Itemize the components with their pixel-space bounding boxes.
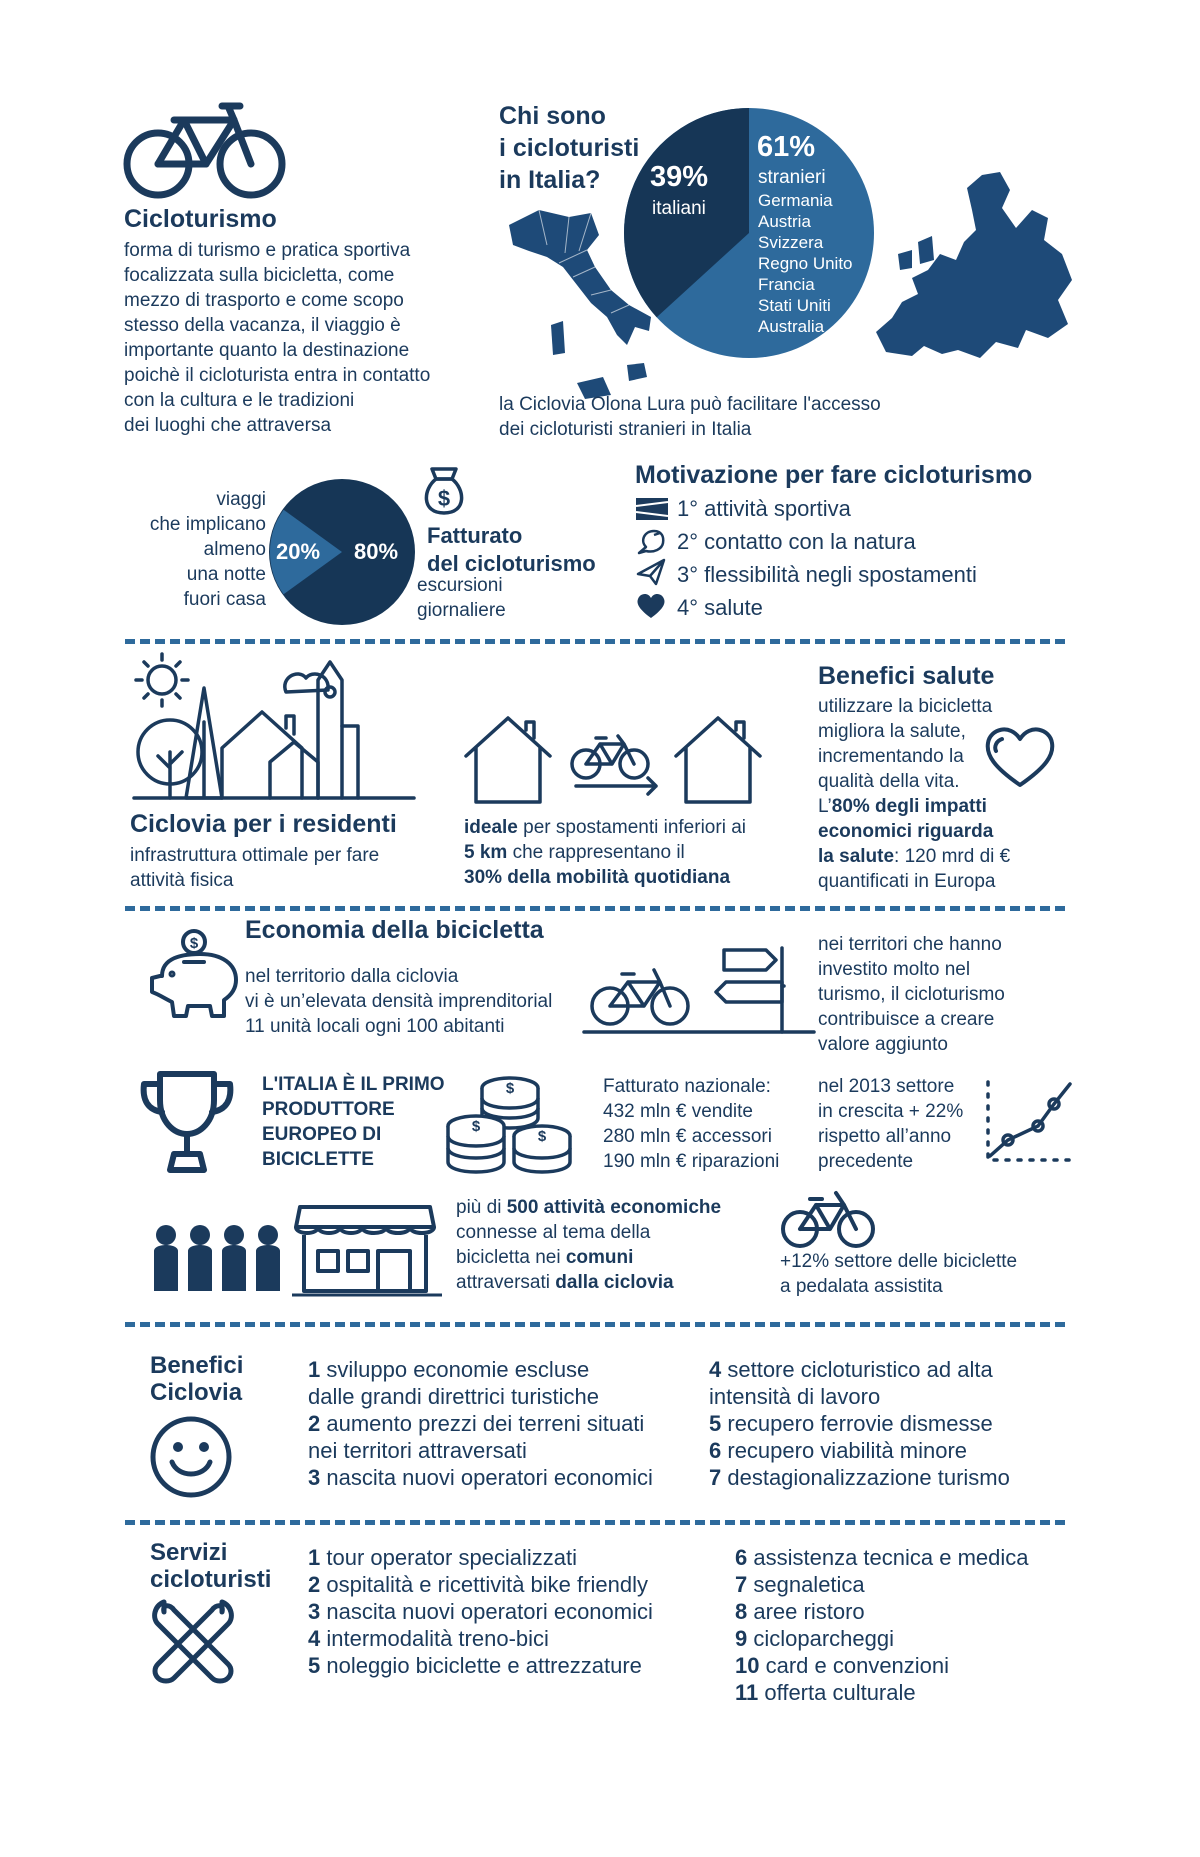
benefit-item-number: 3 — [308, 1465, 321, 1490]
intro-title: Cicloturismo — [124, 205, 277, 233]
services-title-line: cicloturisti — [150, 1566, 272, 1593]
revenue-pct-big: 80% — [354, 539, 399, 564]
benefit-item-text: sviluppo economie escluse — [320, 1357, 590, 1382]
economy-right-line: turismo, il cicloturismo — [818, 984, 1005, 1005]
paper-plane-icon — [636, 558, 666, 586]
producer-text — [262, 1072, 445, 1172]
economy-right-line: nei territori che hanno — [818, 934, 1002, 955]
national-revenue-line: Fatturato nazionale: — [603, 1076, 771, 1097]
motivation-item: 2° contatto con la natura — [677, 529, 916, 554]
health-b2-bold: economici riguarda — [818, 821, 994, 842]
services-left-list — [308, 1544, 653, 1679]
national-revenue-line: 190 mln € riparazioni — [603, 1151, 780, 1172]
activities-l2: connesse al tema della — [456, 1222, 651, 1243]
service-item-text: aree ristoro — [747, 1599, 865, 1624]
italians-label: italiani — [652, 198, 706, 219]
service-item — [308, 1625, 653, 1652]
benefit-item-text: recupero viabilità minore — [721, 1438, 968, 1463]
section-divider — [125, 1322, 1065, 1327]
motivation-list — [677, 492, 977, 624]
svg-text:$: $ — [471, 1118, 481, 1135]
service-item-text: noleggio biciclette e attrezzature — [320, 1653, 642, 1678]
intro-line: dei luoghi che attraversa — [124, 415, 332, 436]
service-item-text: nascita nuovi operatori economici — [320, 1599, 653, 1624]
service-item — [735, 1679, 1029, 1706]
economy-title: Economia della bicicletta — [245, 916, 544, 944]
activities-l3-pre: bicicletta nei — [456, 1247, 566, 1268]
economy-right-text — [818, 932, 1005, 1057]
benefit-item: intensità di lavoro — [709, 1384, 881, 1409]
health-bold-text — [818, 794, 1010, 894]
svg-text:$: $ — [505, 1080, 515, 1097]
economy-line: 11 unità locali ogni 100 abitanti — [245, 1016, 505, 1037]
activities-l1-bold: 500 attività economiche — [506, 1197, 722, 1218]
national-revenue-text — [603, 1074, 779, 1174]
service-item-text: card e convenzioni — [759, 1653, 950, 1678]
money-bag-icon — [423, 465, 465, 517]
service-item-text: assistenza tecnica e medica — [747, 1545, 1029, 1570]
who-note — [499, 392, 1019, 442]
benefit-item-number: 2 — [308, 1411, 321, 1436]
ebike-icon — [780, 1191, 876, 1249]
health-line: qualità della vita. — [818, 771, 960, 792]
services-title — [150, 1539, 271, 1593]
services-right-list — [735, 1544, 1029, 1706]
economy-text — [245, 964, 605, 1039]
growth-line: rispetto all’anno — [818, 1126, 952, 1147]
road-icon — [636, 498, 668, 520]
service-item — [308, 1544, 653, 1571]
health-b3: : 120 mrd di € — [894, 846, 1011, 867]
benefit-item — [308, 1464, 653, 1491]
health-b3-bold: la salute — [818, 846, 895, 867]
service-item — [735, 1625, 1029, 1652]
ebike-line: a pedalata assistita — [780, 1276, 943, 1297]
national-revenue-line: 432 mln € vendite — [603, 1101, 753, 1122]
commute-p1-bold: ideale — [464, 817, 518, 838]
revenue-right-line: escursioni — [417, 575, 503, 596]
benefit-item: nei territori attraversati — [308, 1438, 527, 1463]
svg-text:$: $ — [537, 1128, 547, 1145]
benefits-right-list — [709, 1356, 1010, 1491]
who-title-line: i cicloturisti — [499, 134, 640, 162]
italians-pct: 39% — [650, 161, 709, 193]
health-line: incrementando la — [818, 746, 964, 767]
national-revenue-line: 280 mln € accessori — [603, 1126, 772, 1147]
country-item: Svizzera — [758, 233, 824, 252]
activities-l4-bold: dalla ciclovia — [555, 1272, 674, 1293]
activities-l3-bold: comuni — [565, 1247, 634, 1268]
foreign-pct: 61% — [757, 131, 816, 163]
health-title: Benefici salute — [818, 662, 995, 690]
country-item: Australia — [758, 317, 825, 336]
benefit-item — [308, 1356, 653, 1383]
residents-text — [130, 843, 379, 893]
intro-line: importante quanto la destinazione — [124, 340, 410, 361]
countries-list — [758, 190, 853, 337]
revenue-title-line: Fatturato — [427, 523, 523, 548]
benefit-item-text: destagionalizzazione turismo — [721, 1465, 1010, 1490]
growth-line: nel 2013 settore — [818, 1076, 955, 1097]
commute-p2: che rappresentano il — [507, 842, 685, 863]
service-item — [308, 1652, 653, 1679]
service-item — [735, 1571, 1029, 1598]
economy-line: vi è un’elevata densità imprenditorial — [245, 991, 553, 1012]
growth-chart-icon — [984, 1078, 1076, 1170]
economy-right-line: contribuisce a creare — [818, 1009, 995, 1030]
residents-title: Ciclovia per i residenti — [130, 810, 397, 838]
revenue-right-line: giornaliere — [417, 600, 506, 621]
revenue-left-line: fuori casa — [183, 589, 266, 610]
growth-line: in crescita + 22% — [818, 1101, 964, 1122]
who-title-line: in Italia? — [499, 166, 601, 194]
foreign-label: stranieri — [758, 167, 826, 188]
service-item-text: offerta culturale — [758, 1680, 916, 1705]
revenue-title — [427, 522, 596, 578]
commute-p3-bold: 30% della mobilità quotidiana — [464, 867, 731, 888]
commute-p2-bold: 5 km — [464, 842, 508, 863]
service-item — [735, 1652, 1029, 1679]
activities-l1-pre: più di — [456, 1197, 507, 1218]
who-title-line: Chi sono — [499, 102, 606, 130]
intro-line: stesso della vacanza, il viaggio è — [124, 315, 401, 336]
country-item: Stati Uniti — [758, 296, 831, 315]
section-divider — [125, 906, 1065, 911]
service-item-text: intermodalità treno-bici — [320, 1626, 549, 1651]
svg-text:$: $ — [189, 935, 199, 952]
activities-text — [456, 1195, 776, 1295]
producer-line: BICICLETTE — [262, 1149, 374, 1170]
country-item: Regno Unito — [758, 254, 853, 273]
intro-line: poichè il cicloturista entra in contatto — [124, 365, 431, 386]
service-item-number: 7 — [735, 1572, 748, 1597]
ebike-line: +12% settore delle biciclette — [780, 1251, 1018, 1272]
bike-signpost-illustration — [584, 942, 814, 1034]
service-item-text: tour operator specializzati — [320, 1545, 578, 1570]
who-title — [499, 100, 639, 196]
motivation-title: Motivazione per fare cicloturismo — [635, 461, 1033, 489]
bird-icon — [636, 527, 666, 557]
who-note-line: la Ciclovia Olona Lura può facilitare l'accesso — [499, 394, 881, 415]
health-line: utilizzare la bicicletta — [818, 696, 993, 717]
revenue-title-line: del cicloturismo — [427, 551, 596, 576]
commute-p1: per spostamenti inferiori ai — [517, 817, 746, 838]
revenue-pct-small: 20% — [276, 539, 321, 564]
benefit-item-number: 4 — [709, 1357, 722, 1382]
health-b1-pre: L’ — [818, 796, 832, 817]
benefit-item — [709, 1356, 1010, 1383]
trophy-icon — [138, 1070, 236, 1174]
revenue-left-line: almeno — [203, 539, 266, 560]
country-item: Francia — [758, 275, 815, 294]
health-text — [818, 694, 992, 794]
smiley-icon — [150, 1416, 232, 1498]
europe-map-icon — [872, 170, 1077, 362]
service-item-number: 8 — [735, 1599, 748, 1624]
growth-line: precedente — [818, 1151, 914, 1172]
benefit-item — [709, 1410, 1010, 1437]
service-item-number: 4 — [308, 1626, 321, 1651]
service-item-number: 3 — [308, 1599, 321, 1624]
residents-line: infrastruttura ottimale per fare — [130, 845, 380, 866]
benefit-item-text: aumento prezzi dei terreni situati — [320, 1411, 645, 1436]
service-item — [735, 1544, 1029, 1571]
activities-l4-pre: attraversati — [456, 1272, 556, 1293]
producer-line: EUROPEO DI — [262, 1124, 382, 1145]
service-item-number: 1 — [308, 1545, 321, 1570]
services-title-line: Servizi — [150, 1539, 228, 1566]
service-item-number: 9 — [735, 1626, 748, 1651]
section-divider — [125, 1520, 1065, 1525]
benefit-item-number: 6 — [709, 1438, 722, 1463]
economy-right-line: valore aggiunto — [818, 1034, 948, 1055]
bicycle-icon — [122, 98, 287, 200]
intro-text — [124, 238, 484, 438]
heart-outline-icon — [984, 723, 1056, 789]
service-item-number: 5 — [308, 1653, 321, 1678]
health-b4: quantificati in Europa — [818, 871, 996, 892]
commute-illustration — [466, 714, 762, 804]
health-line: migliora la salute, — [818, 721, 966, 742]
growth-text — [818, 1074, 963, 1174]
benefits-title — [150, 1352, 243, 1406]
service-item — [308, 1598, 653, 1625]
revenue-left-line: viaggi — [216, 489, 266, 510]
economy-line: nel territorio dalla ciclovia — [245, 966, 459, 987]
svg-text:$: $ — [437, 486, 451, 511]
intro-line: mezzo di trasporto e come scopo — [124, 290, 404, 311]
benefit-item-number: 7 — [709, 1465, 722, 1490]
intro-line: con la cultura e le tradizioni — [124, 390, 355, 411]
benefit-item-number: 5 — [709, 1411, 722, 1436]
motivation-item: 4° salute — [677, 595, 763, 620]
benefit-item-text: recupero ferrovie dismesse — [721, 1411, 993, 1436]
service-item — [735, 1598, 1029, 1625]
people-shop-illustration — [152, 1203, 442, 1295]
service-item-number: 10 — [735, 1653, 760, 1678]
producer-line: L'ITALIA È IL PRIMO — [262, 1074, 445, 1095]
service-item-number: 2 — [308, 1572, 321, 1597]
revenue-left-line: una notte — [186, 564, 266, 585]
economy-right-line: investito molto nel — [818, 959, 971, 980]
coins-icon — [446, 1074, 576, 1176]
country-item: Germania — [758, 191, 833, 210]
revenue-right-text — [417, 573, 506, 623]
benefit-item — [308, 1410, 653, 1437]
health-b1-bold: 80% degli impatti — [831, 796, 987, 817]
service-item-number: 11 — [735, 1680, 759, 1705]
revenue-left-text — [110, 487, 266, 612]
wrench-tools-icon — [150, 1598, 236, 1684]
benefit-item: dalle grandi direttrici turistiche — [308, 1384, 600, 1409]
intro-line: focalizzata sulla bicicletta, come — [124, 265, 395, 286]
service-item — [308, 1571, 653, 1598]
benefits-left-list — [308, 1356, 653, 1491]
heart-icon — [636, 592, 666, 619]
benefits-title-line: Benefici — [150, 1352, 244, 1379]
piggy-bank-icon — [142, 928, 242, 1020]
benefit-item-number: 1 — [308, 1357, 321, 1382]
benefit-item-text: nascita nuovi operatori economici — [320, 1465, 653, 1490]
producer-line: PRODUTTORE — [262, 1099, 395, 1120]
service-item-number: 6 — [735, 1545, 748, 1570]
ebike-text — [780, 1249, 1017, 1299]
benefit-item — [709, 1437, 1010, 1464]
revenue-left-line: che implicano — [149, 514, 266, 535]
benefit-item — [709, 1464, 1010, 1491]
who-note-line: dei cicloturisti stranieri in Italia — [499, 419, 752, 440]
benefit-item-text: settore cicloturistico ad alta — [721, 1357, 993, 1382]
motivation-item: 3° flessibilità negli spostamenti — [677, 562, 977, 587]
service-item-text: segnaletica — [747, 1572, 865, 1597]
motivation-item: 1° attività sportiva — [677, 496, 851, 521]
service-item-text: ospitalità e ricettività bike friendly — [320, 1572, 648, 1597]
service-item-text: cicloparcheggi — [747, 1626, 894, 1651]
section-divider — [125, 639, 1065, 644]
country-item: Austria — [758, 212, 811, 231]
intro-line: forma di turismo e pratica sportiva — [124, 240, 411, 261]
town-illustration — [134, 652, 414, 800]
commute-text — [464, 815, 794, 890]
benefits-title-line: Ciclovia — [150, 1379, 243, 1406]
residents-line: attività fisica — [130, 870, 234, 891]
